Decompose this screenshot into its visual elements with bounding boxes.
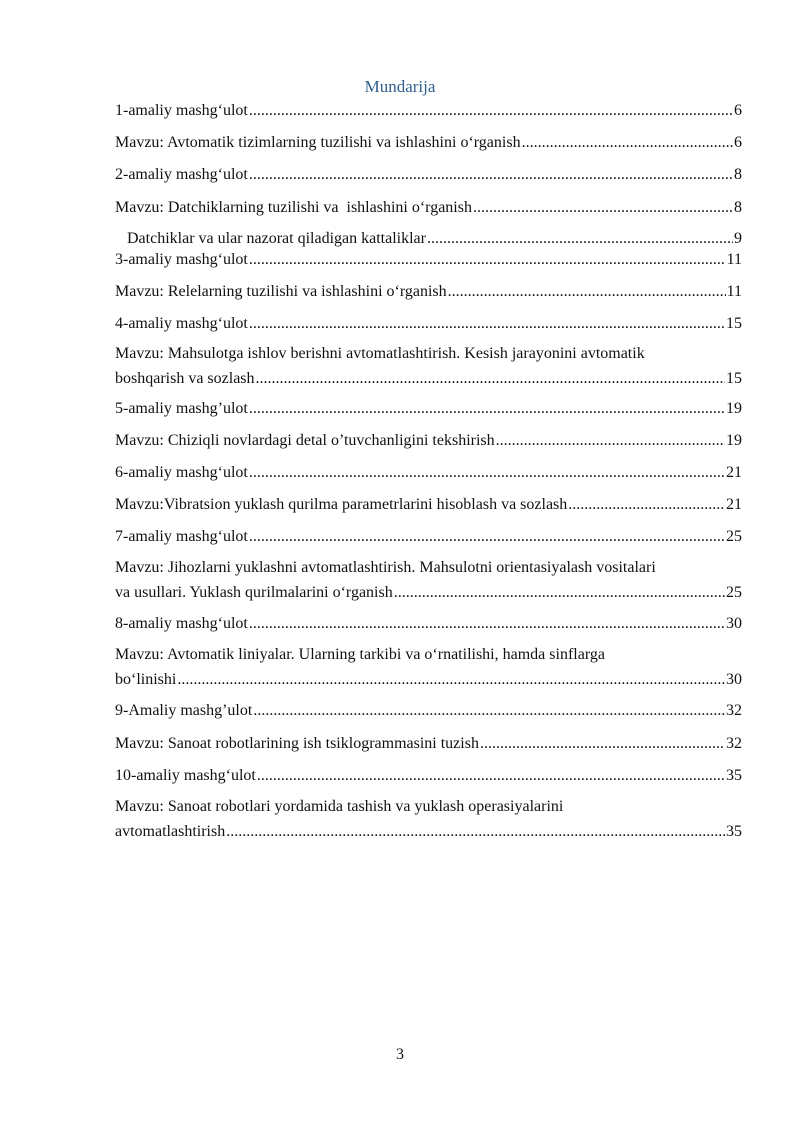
- leader-dots: [257, 765, 725, 787]
- toc-entry[interactable]: [115, 765, 742, 787]
- toc-entry-page: 19: [726, 400, 742, 417]
- toc-entry-text: 2-amaliy mashg‘ulot: [115, 166, 248, 183]
- toc-entry-text: Mavzu: Chiziqli novlardagi detal o’tuvchanligini tekshirish: [115, 432, 495, 449]
- toc-entry-page: 6: [734, 134, 742, 151]
- leader-dots: [249, 249, 726, 271]
- toc-entry[interactable]: [115, 343, 742, 390]
- leader-dots: [256, 368, 725, 390]
- toc-entry-page: 15: [726, 370, 742, 387]
- toc-entry-page: 25: [726, 528, 742, 545]
- toc-entry-page: 21: [726, 464, 742, 481]
- toc-entry-text: 8-amaliy mashg‘ulot: [115, 615, 248, 632]
- toc-entry[interactable]: [115, 462, 742, 484]
- toc-entry-page: 30: [726, 671, 742, 688]
- toc-entry-page: 15: [726, 315, 742, 332]
- leader-dots: [226, 821, 725, 843]
- toc-entry[interactable]: [115, 249, 742, 271]
- toc-entry[interactable]: [115, 281, 742, 303]
- toc-entry-page: 9: [734, 230, 742, 247]
- toc-entry-text: bo‘linishi: [115, 671, 177, 688]
- toc-entry[interactable]: [115, 164, 742, 186]
- leader-dots: [253, 700, 725, 722]
- leader-dots: [394, 582, 725, 604]
- toc-entry-text: Mavzu: Relelarning tuzilishi va ishlashini o‘rganish: [115, 283, 447, 300]
- toc-entry-text: Mavzu:Vibratsion yuklash qurilma parametrlarini hisoblash va sozlash: [115, 496, 568, 513]
- toc-entry-text: Mavzu: Avtomatik tizimlarning tuzilishi va ishlashini o‘rganish: [115, 134, 521, 151]
- toc-entry[interactable]: [115, 644, 742, 691]
- toc-entry-page: 32: [726, 735, 742, 752]
- toc-entry-page: 19: [726, 432, 742, 449]
- toc-entry[interactable]: [115, 557, 742, 604]
- toc-entry-text: 6-amaliy mashg‘ulot: [115, 464, 248, 481]
- toc-entry-text: Datchiklar va ular nazorat qiladigan kattaliklar: [115, 230, 426, 247]
- toc-entry[interactable]: [115, 197, 742, 219]
- toc-entry-text: Mavzu: Sanoat robotlarining ish tsiklogrammasini tuzish: [115, 735, 479, 752]
- leader-dots: [249, 462, 725, 484]
- toc-entry-first-line: Mavzu: Jihozlarni yuklashni avtomatlashtirish. Mahsulotni orientasiyalash vositalari: [115, 559, 656, 576]
- toc-entry-page: 8: [734, 166, 742, 183]
- toc-entry-page: 6: [734, 102, 742, 119]
- toc-title: Mundarija: [364, 77, 436, 96]
- toc-entry-first-line: Mavzu: Sanoat robotlari yordamida tashish va yuklash operasiyalarini: [115, 798, 564, 815]
- toc-entry[interactable]: [115, 430, 742, 452]
- leader-dots: [249, 398, 725, 420]
- leader-dots: [473, 197, 733, 219]
- toc-entry-text: 3-amaliy mashg‘ulot: [115, 251, 248, 268]
- leader-dots: [480, 733, 725, 755]
- leader-dots: [522, 132, 733, 154]
- toc-entry-page: 30: [726, 615, 742, 632]
- leader-dots: [249, 313, 725, 335]
- toc-entry[interactable]: [115, 494, 742, 516]
- toc-entry-text: 5-amaliy mashg’ulot: [115, 400, 248, 417]
- toc-entry-text: 7-amaliy mashg‘ulot: [115, 528, 248, 545]
- toc-entry[interactable]: [115, 700, 742, 722]
- leader-dots: [568, 494, 725, 516]
- leader-dots: [249, 164, 733, 186]
- toc-entry[interactable]: [115, 100, 742, 122]
- toc-entry-text: Mavzu: Datchiklarning tuzilishi va ishlashini o‘rganish: [115, 199, 472, 216]
- page-number: 3: [396, 1046, 404, 1063]
- toc-entry[interactable]: [115, 613, 742, 635]
- toc-entry-text: 10-amaliy mashg‘ulot: [115, 767, 256, 784]
- leader-dots: [448, 281, 726, 303]
- toc-entry-text: 1-amaliy mashg‘ulot: [115, 102, 248, 119]
- toc-entry-text: 9-Amaliy mashg’ulot: [115, 702, 253, 719]
- toc-entry[interactable]: [115, 228, 742, 250]
- leader-dots: [177, 669, 725, 691]
- leader-dots: [249, 526, 725, 548]
- leader-dots: [249, 100, 733, 122]
- toc-entry-page: 35: [726, 767, 742, 784]
- toc-entry[interactable]: [115, 526, 742, 548]
- toc-entry-page: 25: [726, 584, 742, 601]
- leader-dots: [249, 613, 725, 635]
- toc-entry-page: 11: [726, 251, 742, 268]
- toc-entry-page: 11: [726, 283, 742, 300]
- leader-dots: [496, 430, 725, 452]
- toc-entry-text: 4-amaliy mashg‘ulot: [115, 315, 248, 332]
- toc-entry[interactable]: [115, 313, 742, 335]
- toc-entry-page: 32: [726, 702, 742, 719]
- toc-entry[interactable]: [115, 398, 742, 420]
- toc-entry-page: 21: [726, 496, 742, 513]
- leader-dots: [427, 228, 733, 250]
- toc-entry-text: boshqarish va sozlash: [115, 370, 255, 387]
- toc-entry-page: 35: [726, 823, 742, 840]
- toc-entry-page: 8: [734, 199, 742, 216]
- toc-entry-text: va usullari. Yuklash qurilmalarini o‘rganish: [115, 584, 393, 601]
- toc-entry-first-line: Mavzu: Avtomatik liniyalar. Ularning tarkibi va o‘rnatilishi, hamda sinflarga: [115, 646, 605, 663]
- toc-entry[interactable]: [115, 796, 742, 843]
- toc-entry[interactable]: [115, 132, 742, 154]
- toc-entry-first-line: Mavzu: Mahsulotga ishlov berishni avtomatlashtirish. Kesish jarayonini avtomatik: [115, 345, 645, 362]
- toc-entry[interactable]: [115, 733, 742, 755]
- toc-entry-text: avtomatlashtirish: [115, 823, 226, 840]
